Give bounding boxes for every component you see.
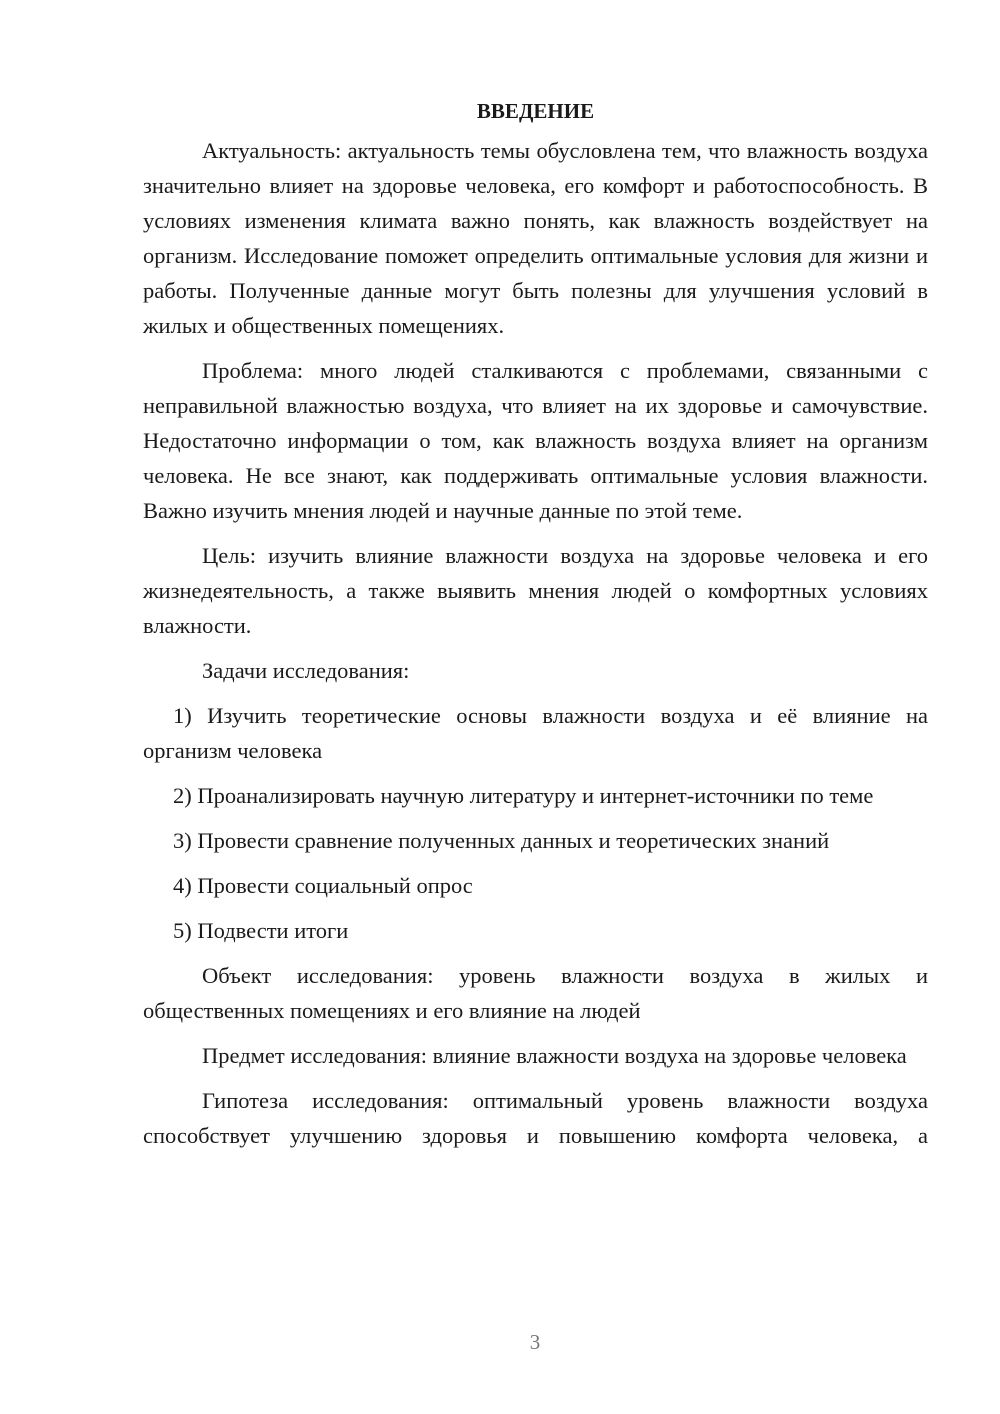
task-item-1: 1) Изучить теоретические основы влажности воздуха и её влияние на организм человека — [143, 703, 928, 763]
paragraph-problem: Проблема: много людей сталкиваются с проблемами, связанными с неправильной влажностью воздуха, что влияет на их здоровье и самочувствие. Недостаточно информации о том, как влажность воздуха влияет на организм человека. Не все знают, как поддерживать оптимальные условия влажности. Важно изучить мнения людей и научные данные по этой теме. — [143, 358, 928, 523]
page-content — [143, 94, 928, 1163]
paragraph-goal: Цель: изучить влияние влажности воздуха на здоровье человека и его жизнедеятельность, а также выявить мнения людей о комфортных условиях влажности. — [143, 543, 928, 638]
task-item-4: 4) Провести социальный опрос — [173, 873, 473, 898]
section-heading: ВВЕДЕНИЕ — [476, 99, 595, 123]
paragraph-object: Объект исследования: уровень влажности воздуха в жилых и общественных помещениях и его влияние на людей — [143, 963, 928, 1023]
tasks-title: Задачи исследования: — [202, 658, 410, 683]
paragraph-subject: Предмет исследования: влияние влажности воздуха на здоровье человека — [202, 1043, 907, 1068]
page-number: 3 — [529, 1330, 541, 1354]
task-item-2: 2) Проанализировать научную литературу и интернет-источники по теме — [173, 783, 874, 808]
paragraph-relevance: Актуальность: актуальность темы обусловлена тем, что влажность воздуха значительно влияет на здоровье человека, его комфорт и работоспособность. В условиях изменения климата важно понять, как влажность воздействует на организм. Исследование поможет определить оптимальные условия для жизни и работы. Полученные данные могут быть полезны для улучшения условий в жилых и общественных помещениях. — [143, 138, 928, 338]
task-item-5: 5) Подвести итоги — [173, 918, 349, 943]
task-item-3: 3) Провести сравнение полученных данных и теоретических знаний — [173, 828, 830, 853]
paragraph-hypothesis: Гипотеза исследования: оптимальный уровень влажности воздуха способствует улучшению здоровья и повышению комфорта человека, а — [143, 1088, 928, 1148]
